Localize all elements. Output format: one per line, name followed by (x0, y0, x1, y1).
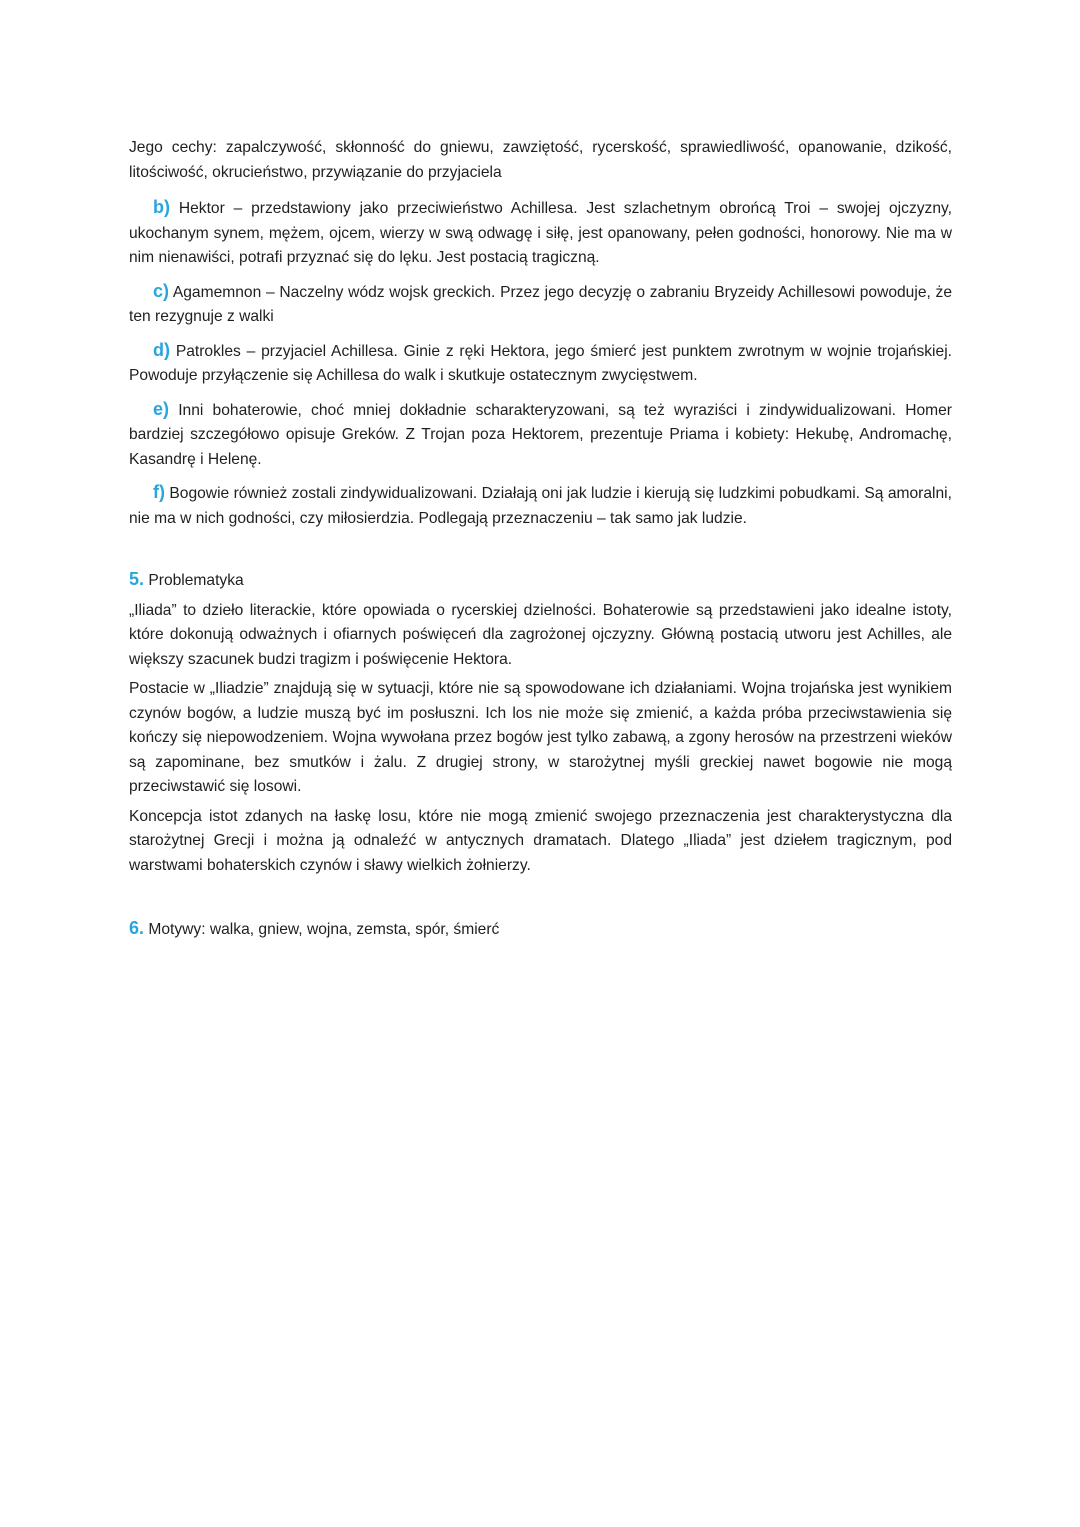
hero-item-c (129, 279, 952, 330)
hero-item-d (129, 338, 952, 389)
hero-letter: e) (153, 398, 170, 419)
document-content (129, 136, 952, 943)
section-number: 6. (129, 918, 145, 938)
section-5-paragraph: „Iliada” to dzieło literackie, które opowiada o rycerskiej dzielności. Bohaterowie są przedstawieni jako idealne istoty, które dokonują odważnych i ofiarnych poświęceń dla zagrożonej ojczyzny. Główną postacią utworu jest Achilles, ale większy szacunek budzi tragizm i poświęcenie Hektora. (129, 601, 952, 668)
section-text: Motywy: walka, gniew, wojna, zemsta, spór, śmierć (148, 921, 500, 938)
section-5-paragraph: Postacie w „Iliadzie” znajdują się w sytuacji, które nie są spowodowane ich działaniami. Wojna trojańska jest wynikiem czynów bogów, a ludzie muszą być im posłuszni. Ich los nie może się zmienić, a każda próba przeciwstawienia się kończy się niepowodzeniem. Wojna wywołana przez bogów jest tylko zabawą, a zgony herosów na przestrzeni wieków są zapominane, bez smutków i żalu. Z drugiej strony, w starożytnej myśli greckiej nawet bogowie nie mogą przeciwstawić się losowi. (129, 680, 952, 795)
section-title: Problematyka (148, 572, 244, 589)
hero-letter: b) (153, 197, 170, 217)
hero-text: Hektor – przedstawiony jako przeciwieństwo Achillesa. Jest szlachetnym obrońcą Troi – swojej ojczyzny, ukochanym synem, mężem, ojcem, wierzy w swą odwagę i siłę, jest opanowany, pełen godności, honorowy. Nie ma w nim nienawiści, potrafi przyznać się do lęku. Jest postacią tragiczną. (129, 200, 952, 266)
hero-text: Patrokles – przyjaciel Achillesa. Ginie z ręki Hektora, jego śmierć jest punktem zwrotnym w wojnie trojańskiej. Powoduje przyłączenie się Achillesa do walk i skutkuje ostatecznym zwycięstwem. (129, 342, 952, 384)
hero-item-b (129, 195, 952, 271)
hero-letter: c) (153, 280, 170, 301)
hero-text: Agamemnon – Naczelny wódz wojsk greckich. Przez jego decyzję o zabraniu Bryzeidy Achillesowi powoduje, że ten rezygnuje z walki (129, 283, 952, 325)
section-number: 5. (129, 569, 145, 589)
hero-text: Inni bohaterowie, choć mniej dokładnie scharakteryzowani, są też wyraziści i zindywidualizowani. Homer bardziej szczegółowo opisuje Greków. Z Trojan poza Hektorem, prezentuje Priama i kobiety: Hekubę, Andromachę, Kasandrę i Helenę. (129, 401, 952, 468)
section-5-heading (129, 567, 952, 594)
traits-paragraph: Jego cechy: zapalczywość, skłonność do gniewu, zawziętość, rycerskość, sprawiedliwość, opanowanie, dzikość, litościwość, okrucieństwo, przywiązanie do przyjaciela (129, 139, 952, 181)
hero-letter: d) (153, 339, 170, 360)
section-6-heading (129, 916, 952, 943)
section-5-paragraph: Koncepcja istot zdanych na łaskę losu, które nie mogą zmienić swojego przeznaczenia jest charakterystyczna dla starożytnej Grecji i można ją odnaleźć w antycznych dramatach. Dlatego „Iliada” jest dziełem tragicznym, pod warstwami bohaterskich czynów i sławy wielkich żołnierzy. (129, 807, 952, 874)
hero-text: Bogowie również zostali zindywidualizowani. Działają oni jak ludzie i kierują się ludzkimi pobudkami. Są amoralni, nie ma w nich godności, czy miłosierdzia. Podlegają przeznaczeniu – tak samo jak ludzie. (129, 485, 952, 527)
hero-item-f (129, 480, 952, 531)
hero-letter: f) (153, 482, 165, 502)
hero-item-e (129, 397, 952, 473)
